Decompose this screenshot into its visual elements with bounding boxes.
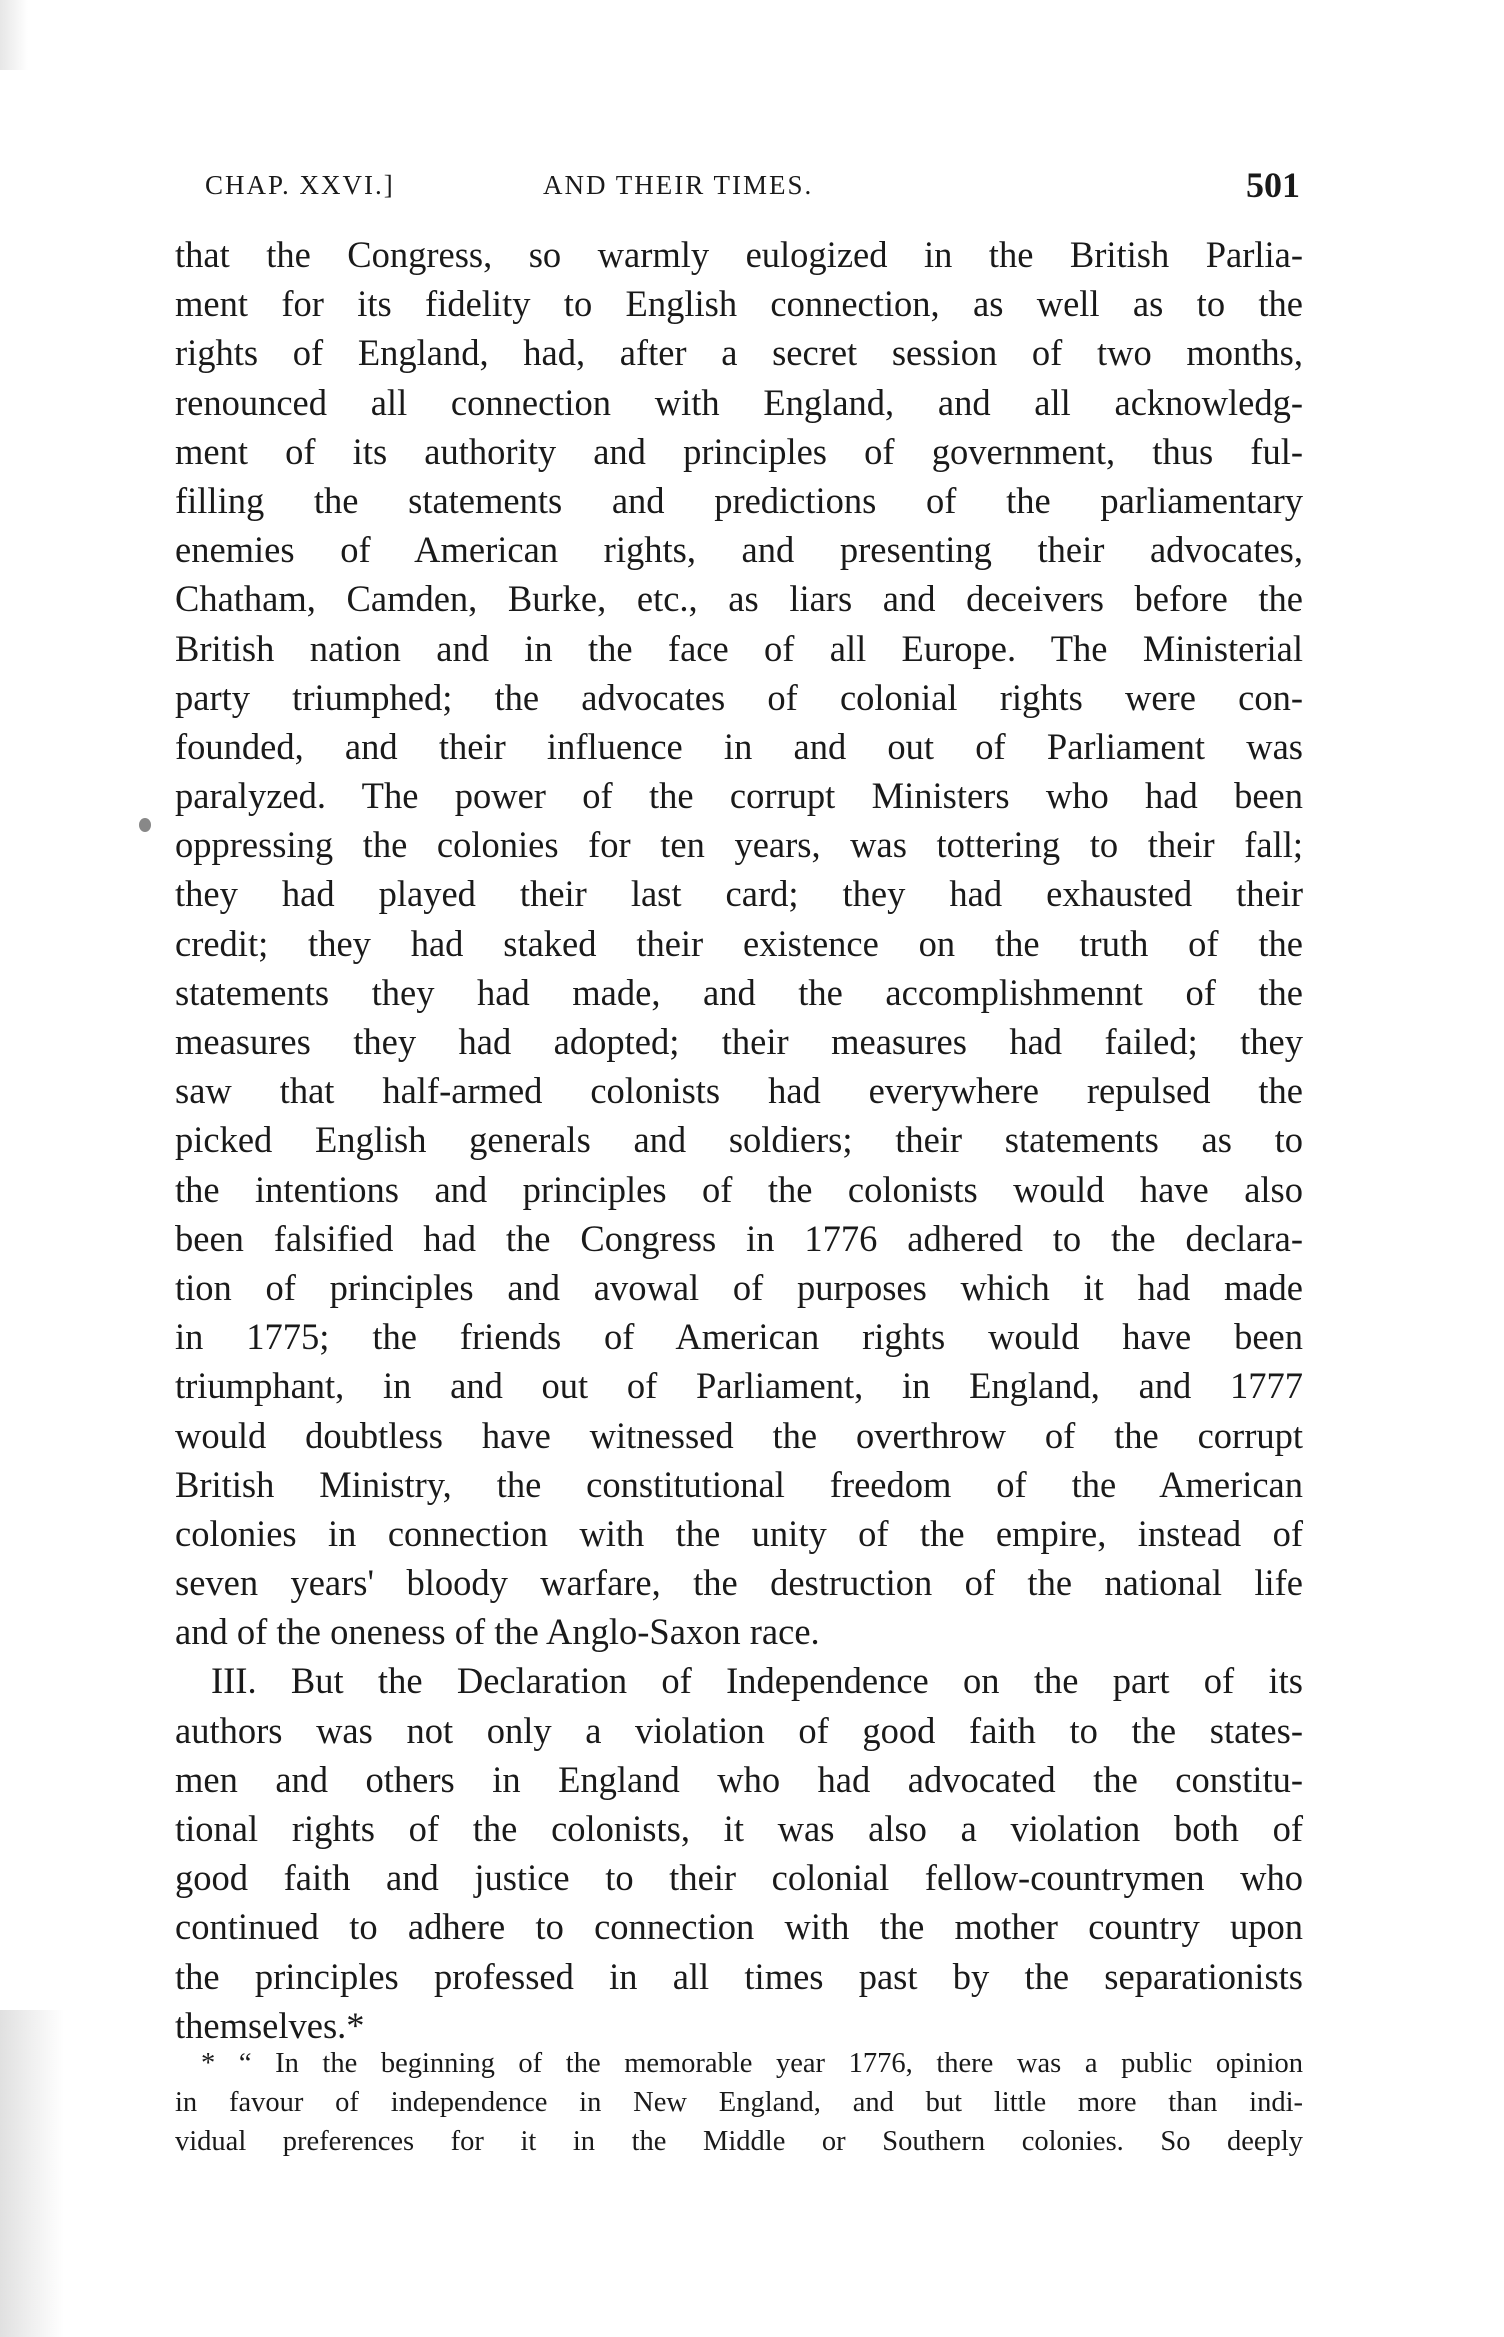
text-line: continued to adhere to connection with the mother country upon <box>175 1906 1303 1948</box>
text-line: saw that half-armed colonists had everywhere repulsed the <box>175 1070 1303 1112</box>
text-line: British Ministry, the constitutional freedom of the American <box>175 1463 1303 1505</box>
scan-edge-shadow-top <box>0 0 28 70</box>
text-line: been falsified had the Congress in 1776 adhered to the declara- <box>175 1217 1303 1259</box>
text-line: Chatham, Camden, Burke, etc., as liars and deceivers before the <box>175 578 1303 620</box>
text-line: rights of England, had, after a secret session of two months, <box>175 332 1303 374</box>
text-line: and of the oneness of the Anglo-Saxon race. <box>175 1611 820 1653</box>
text-line: colonies in connection with the unity of the empire, instead of <box>175 1512 1303 1554</box>
chapter-label: CHAP. XXVI.] <box>205 170 395 200</box>
text-line: that the Congress, so warmly eulogized in the British Parlia- <box>175 234 1303 275</box>
footnote-line: * “ In the beginning of the memorable year 1776, there was a public opinion <box>201 2048 1303 2079</box>
text-line: in 1775; the friends of American rights would have been <box>175 1316 1303 1358</box>
text-line: authors was not only a violation of good faith to the states- <box>175 1709 1303 1751</box>
text-line: ment for its fidelity to English connection, as well as to the <box>175 283 1303 325</box>
text-line: they had played their last card; they had exhausted their <box>175 873 1303 915</box>
text-line: the principles professed in all times past by the separationists <box>175 1955 1303 1997</box>
text-line: enemies of American rights, and presenting their advocates, <box>175 529 1303 571</box>
text-line: renounced all connection with England, and all acknowledg- <box>175 381 1303 423</box>
page-number: 501 <box>1246 165 1300 205</box>
text-line: men and others in England who had advocated the constitu- <box>175 1758 1303 1800</box>
text-line: paralyzed. The power of the corrupt Ministers who had been <box>175 775 1303 817</box>
text-line: party triumphed; the advocates of colonial rights were con- <box>175 676 1303 718</box>
footnote-line: in favour of independence in New England, and but little more than indi- <box>175 2087 1303 2118</box>
text-line: ment of its authority and principles of government, thus ful- <box>175 430 1303 472</box>
text-line: tion of principles and avowal of purposes which it had made <box>175 1266 1303 1308</box>
text-line: would doubtless have witnessed the overthrow of the corrupt <box>175 1414 1303 1456</box>
scan-edge-shadow-bottom <box>0 2010 64 2337</box>
text-line: seven years' bloody warfare, the destruction of the national life <box>175 1562 1303 1604</box>
text-line: tional rights of the colonists, it was also a violation both of <box>175 1808 1303 1849</box>
text-line: British nation and in the face of all Europe. The Ministerial <box>175 627 1303 669</box>
text-line: III. But the Declaration of Independence on the part of its <box>211 1660 1303 1702</box>
margin-ink-spot <box>139 818 151 832</box>
body-text <box>175 230 1303 2050</box>
text-line: picked English generals and soldiers; their statements as to <box>175 1119 1303 1161</box>
text-line: the intentions and principles of the colonists would have also <box>175 1168 1303 1210</box>
text-line: oppressing the colonies for ten years, was tottering to their fall; <box>175 824 1303 866</box>
paragraph-iii <box>175 1656 1303 2050</box>
text-line: filling the statements and predictions of the parliamentary <box>175 479 1303 521</box>
running-title: AND THEIR TIMES. <box>543 170 814 200</box>
text-line: measures they had adopted; their measures had failed; they <box>175 1021 1303 1062</box>
text-line: credit; they had staked their existence on the truth of the <box>175 922 1303 964</box>
text-line: good faith and justice to their colonial fellow-countrymen who <box>175 1857 1303 1899</box>
footnote-line: vidual preferences for it in the Middle or Southern colonies. So deeply <box>175 2126 1303 2157</box>
footnote <box>175 2044 1303 2161</box>
text-line: themselves.* <box>175 2004 365 2046</box>
text-line: founded, and their influence in and out of Parliament was <box>175 725 1303 767</box>
running-header <box>205 165 1300 214</box>
text-line: statements they had made, and the accomplishmennt of the <box>175 971 1303 1013</box>
text-line: triumphant, in and out of Parliament, in England, and 1777 <box>175 1365 1303 1407</box>
paragraph-main <box>175 230 1303 1656</box>
